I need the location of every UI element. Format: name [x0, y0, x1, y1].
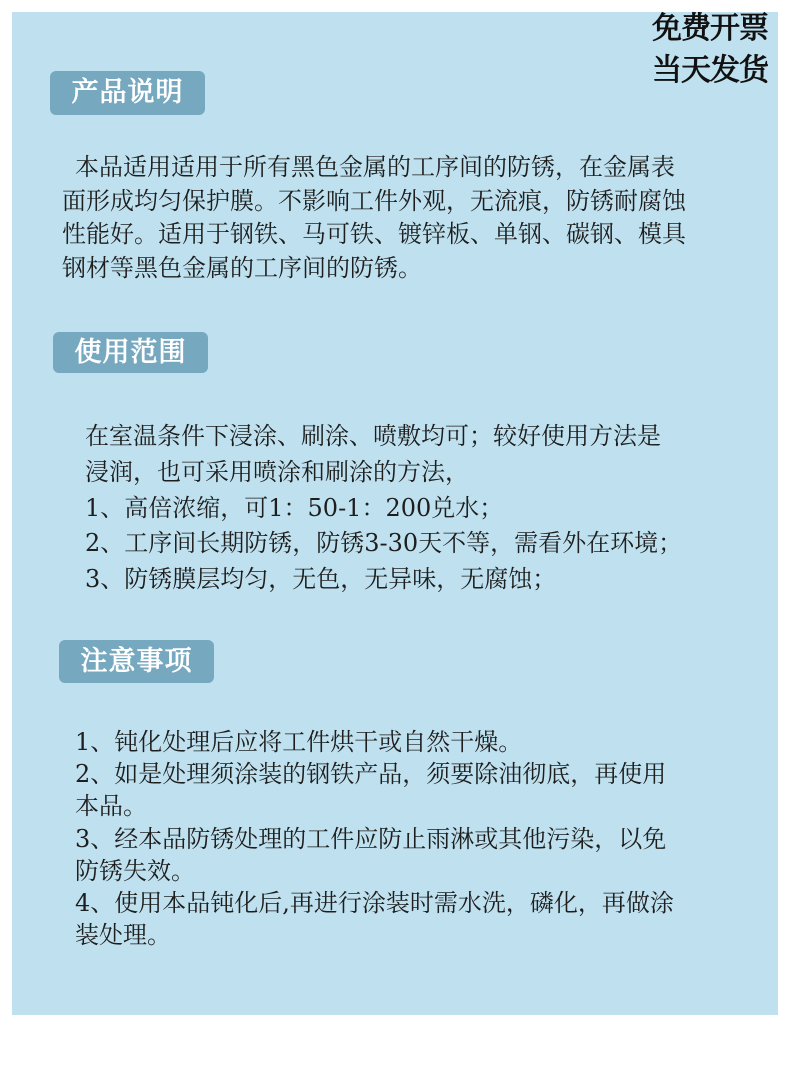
- section-body-usage-scope: [85, 419, 682, 598]
- text-line: 3、经本品防锈处理的工件应防止雨淋或其他污染，以免: [75, 824, 667, 853]
- text-line: 性能好。适用于钢铁、马可铁、镀锌板、单钢、碳钢、模具: [62, 220, 686, 248]
- text-line: 2、如是处理须涂装的钢铁产品，须要除油彻底，再使用: [75, 760, 667, 789]
- invoice-shipping-badge: [640, 8, 780, 92]
- badge-line-invoice: 免费开票: [652, 11, 768, 46]
- text-line: 防锈失效。: [75, 856, 195, 885]
- text-line: 本品适用适用于所有黑色金属的工序间的防锈，在金属表: [75, 153, 675, 181]
- section-body-product-description: [62, 151, 686, 285]
- text-line: 钢材等黑色金属的工序间的防锈。: [62, 253, 422, 282]
- text-line: 3、防锈膜层均匀，无色，无异味，无腐蚀；: [85, 565, 557, 594]
- text-line: 浸润，也可采用喷涂和刷涂的方法，: [85, 457, 469, 486]
- text-line: 面形成均匀保护膜。不影响工件外观，无流痕，防锈耐腐蚀: [62, 186, 686, 215]
- text-line: 在室温条件下浸涂、刷涂、喷敷均可；较好使用方法是: [85, 422, 661, 450]
- text-line: 2、工序间长期防锈，防锈3-30天不等，需看外在环境；: [85, 529, 683, 558]
- text-line: 装处理。: [75, 921, 171, 950]
- text-line: 本品。: [75, 792, 147, 821]
- section-heading-precautions: 注意事项: [59, 640, 214, 683]
- section-heading-usage-scope: 使用范围: [53, 332, 208, 373]
- text-line: 1、高倍浓缩，可1：50-1：200兑水；: [85, 493, 504, 522]
- badge-line-shipping: 当天发货: [652, 53, 768, 88]
- section-body-precautions: [75, 726, 674, 951]
- section-heading-product-description: 产品说明: [50, 71, 205, 115]
- text-line: 1、钝化处理后应将工件烘干或自然干燥。: [75, 728, 523, 756]
- text-line: 4、使用本品钝化后,再进行涂装时需水洗，磷化，再做涂: [75, 889, 674, 918]
